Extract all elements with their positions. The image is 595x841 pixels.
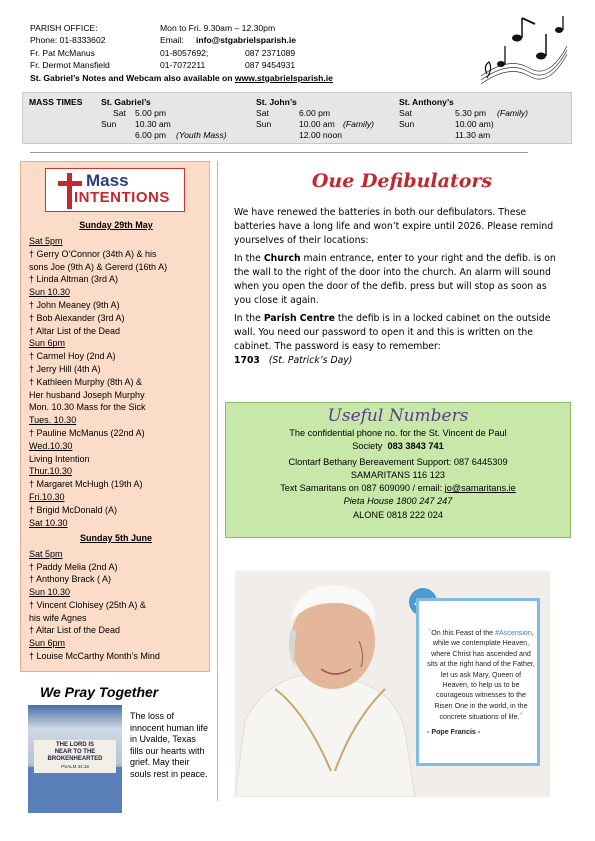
intention-line: Sun 10.30	[29, 287, 71, 298]
quote-author: - Pope Francis -	[427, 727, 481, 736]
priest-phone: 01-7072211	[160, 60, 206, 71]
intention-line: † Jerry Hill (4th A)	[29, 364, 101, 374]
parish-header	[30, 22, 470, 84]
intention-line: Thur.10.30	[29, 466, 73, 477]
mass-times-label: MASS TIMES	[29, 97, 83, 107]
intention-line: Sun 6pm	[29, 637, 66, 648]
intention-line: Wed.10.30	[29, 440, 73, 451]
mass-day: Sat	[256, 108, 269, 118]
text-samaritans-line: Text Samaritans on 087 609090 / email: jo@samaritans.ie	[280, 483, 516, 494]
intention-line: † Brigid McDonald (A)	[29, 504, 118, 515]
divider	[30, 152, 528, 153]
priest-phone: 01-8057692;	[160, 47, 209, 58]
intention-line: † Paddy Melia (2nd A)	[29, 561, 118, 572]
logo-text-intentions: INTENTIONS	[74, 189, 170, 206]
intention-line: † Gerry O’Connor (34th A) & his	[29, 248, 157, 259]
priest-name: Fr. Dermot Mansfield	[30, 60, 110, 71]
mass-note: (Family)	[343, 119, 375, 129]
mass-intentions-logo	[45, 168, 185, 212]
intention-line: Sat 5pm	[29, 549, 63, 559]
church-name: St. John’s	[256, 97, 297, 107]
alone-line: ALONE 0818 222 024	[353, 509, 443, 520]
priest-name: Fr. Pat McManus	[30, 47, 95, 58]
samaritans-line: SAMARITANS 116 123	[350, 469, 446, 480]
flowers-background	[28, 767, 122, 813]
intention-line: † Altar List of the Dead	[29, 625, 121, 636]
mass-time: 10.00 am)	[455, 119, 494, 129]
intention-line: his wife Agnes	[29, 612, 87, 623]
email-label: Email:	[160, 35, 184, 46]
priest-mobile: 087 9454931	[245, 60, 296, 71]
pope-quote: “On this Feast of the #Ascension, while we contemplate Heaven, where Christ has ascended and sits at the right hand of the Father, let us ask Mary, Queen of Heaven, to help us to be courageous witnesses to the Risen One in the world, in the concrete situations of life.” - Pope Francis -	[427, 627, 535, 736]
intention-line: † John Meaney (9th A)	[29, 300, 120, 310]
useful-numbers-box	[225, 402, 571, 538]
intention-line: Fri.10.30	[29, 492, 65, 502]
email-link[interactable]: info@stgabrielsparish.ie	[196, 35, 297, 46]
password-note: (St. Patrick’s Day)	[268, 355, 353, 366]
mass-day: Sat	[113, 108, 126, 118]
mass-times-box	[22, 92, 572, 144]
phone-text: Phone: 01-8333602	[30, 35, 106, 46]
intention-line: † Margaret McHugh (19th A)	[29, 479, 143, 490]
header-row	[30, 34, 470, 46]
intention-line: † Pauline McManus (22nd A)	[29, 428, 145, 438]
intention-line: Sun 10.30	[29, 587, 71, 598]
mass-note: (Family)	[497, 108, 529, 118]
header-row	[30, 72, 470, 84]
intention-line: † Carmel Hoy (2nd A)	[29, 351, 116, 362]
mass-day: Sun	[399, 119, 415, 129]
notes-line: St. Gabriel’s Notes and Webcam also available on	[30, 72, 233, 83]
intention-line: Tues. 10.30	[29, 415, 77, 426]
mass-time: 10.00 am	[299, 119, 335, 129]
intention-line: Mon. 10.30 Mass for the Sick	[29, 402, 146, 413]
intention-line: † Bob Alexander (3rd A)	[29, 312, 125, 323]
defib-paragraph: In the Parish Centre the defib is in a locked cabinet on the outside wall. You need our password to open it and this is written on the cabinet. The password is easy to remember: 1703 (St. Patrick’s Day)	[234, 313, 551, 366]
intention-line: † Louise McCarthy Month’s Mind	[29, 650, 160, 661]
mass-day: Sat	[399, 108, 412, 118]
mass-intentions-panel	[20, 161, 210, 672]
header-row	[30, 59, 470, 71]
mass-time: 6.00 pm	[135, 130, 167, 140]
useful-numbers-title: Useful Numbers	[327, 406, 469, 426]
intention-line: Living Intention	[29, 453, 90, 464]
quote-box	[416, 598, 540, 766]
intention-line: † Linda Altman (3rd A)	[29, 274, 119, 285]
header-row	[30, 47, 470, 59]
clontarf-line: Clontarf Bethany Bereavement Support: 087 6445309	[288, 456, 508, 467]
intention-line: † Vincent Clohisey (25th A) &	[29, 599, 146, 610]
mass-day: Sun	[101, 119, 117, 129]
mass-time: 5.00 pm	[135, 108, 167, 118]
intention-line: Sat 5pm	[29, 236, 63, 246]
mass-time: 10.30 am	[135, 119, 171, 129]
header-row	[30, 22, 470, 34]
sunday-heading: Sunday 29th May	[79, 220, 153, 230]
music-notes-icon	[479, 16, 569, 86]
svp-line: Society 083 3843 741	[352, 441, 444, 452]
intention-line: † Anthony Brack ( A)	[29, 574, 112, 585]
mass-note: (Youth Mass)	[176, 130, 227, 140]
defib-paragraph: In the Church main entrance, enter to your right and the defib. is on the wall to the right of the door into the church. An alarm will sound when you open the door of the defib. press but will stop as soon as you close it again.	[234, 253, 556, 306]
defib-article	[234, 206, 564, 372]
password-code: 1703	[234, 355, 260, 366]
pray-text: The loss of innocent human life in Uvalde, Texas fills our hearts with grief. May their souls rest in peace.	[130, 711, 209, 779]
church-name: St. Gabriel’s	[101, 97, 151, 107]
mass-time: 11.30 am	[455, 130, 491, 140]
mass-time: 5.30 pm	[455, 108, 487, 118]
priest-mobile: 087 2371089	[245, 47, 296, 58]
column-divider	[217, 161, 218, 801]
intention-line: † Altar List of the Dead	[29, 325, 121, 336]
samaritans-email-link[interactable]: jo@samaritans.ie	[444, 483, 516, 494]
office-label: PARISH OFFICE:	[30, 23, 98, 33]
defib-title: Oue Defibulators	[311, 170, 493, 192]
office-hours: Mon to Fri. 9.30am – 12.30pm	[160, 23, 276, 33]
defib-paragraph: We have renewed the batteries in both our defibulators. These batteries have a long life and won’t expire until 2026. Please remind yourselves of their locations:	[234, 207, 554, 246]
book-title: THE LORD IS NEAR TO THE BROKENHEARTED PSALM 34:18	[34, 740, 116, 773]
intention-line: Sat 10.30	[29, 517, 68, 528]
pieta-line: Pieta House 1800 247 247	[343, 496, 453, 507]
book-cover-image	[28, 705, 122, 813]
hashtag-link[interactable]: #Ascension	[495, 629, 532, 637]
svp-line: The confidential phone no. for the St. Vincent de Paul	[289, 428, 507, 438]
sunday-heading: Sunday 5th June	[79, 533, 152, 543]
pray-title: We Pray Together	[40, 684, 159, 700]
logo-text-mass: Mass	[86, 171, 129, 190]
church-name: St. Anthony’s	[399, 97, 454, 107]
intention-line: Her husband Joseph Murphy	[29, 389, 145, 400]
website-link[interactable]: www.stgabrielsparish.ie	[234, 72, 333, 83]
mass-day: Sun	[256, 119, 272, 129]
intention-line: sons Joe (9th A) & Gererd (16th A)	[29, 261, 168, 272]
mass-time: 12.00 noon	[299, 130, 343, 140]
intention-line: † Kathleen Murphy (8th A) &	[29, 376, 143, 387]
intention-line: Sun 6pm	[29, 338, 66, 349]
mass-time: 6.00 pm	[299, 108, 331, 118]
